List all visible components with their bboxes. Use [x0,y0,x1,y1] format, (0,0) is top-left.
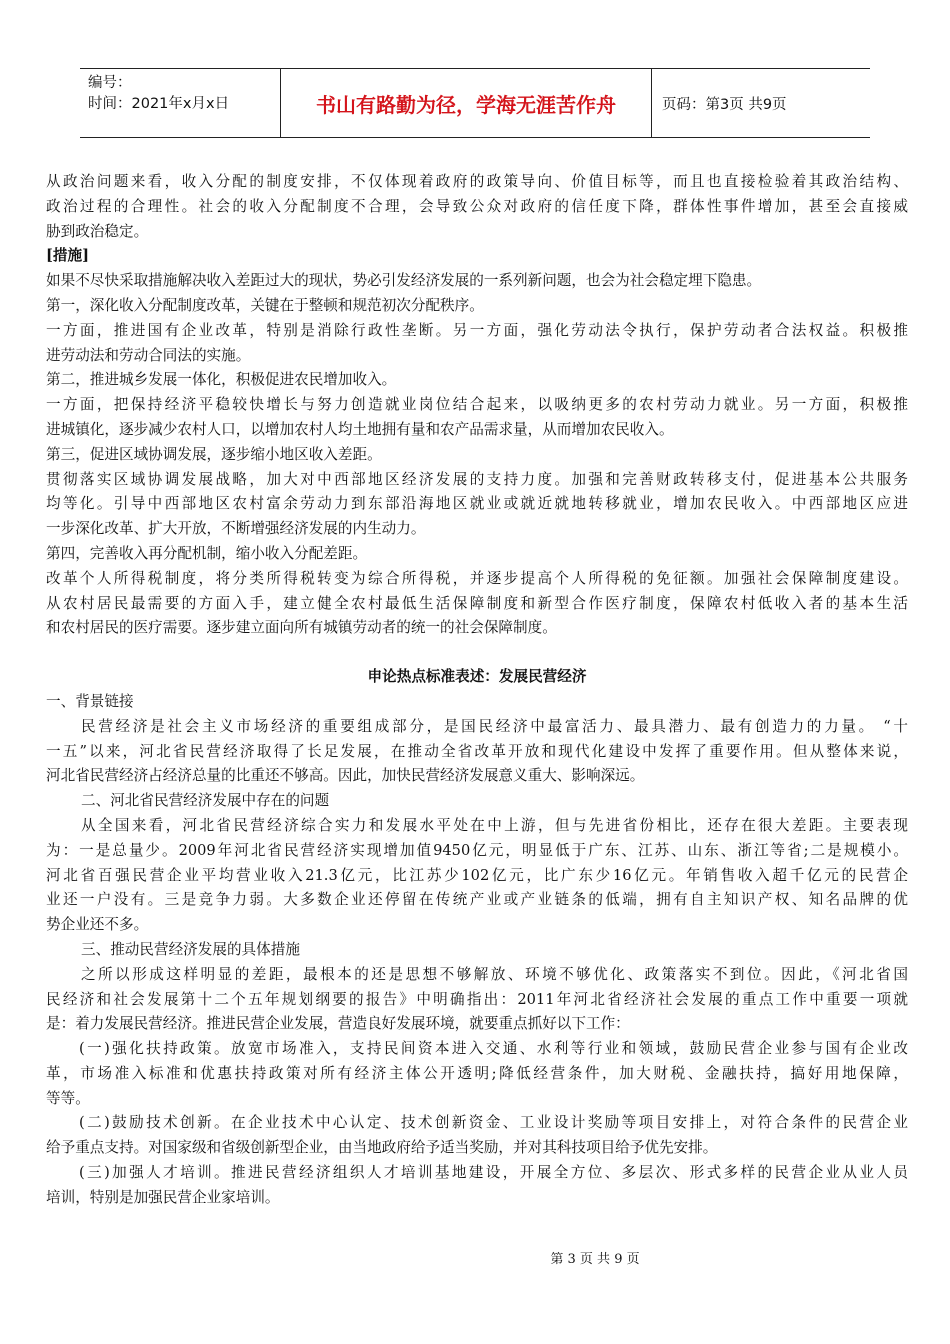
paragraph-line: 政治过程的合理性。社会的收入分配制度不合理，会导致公众对政府的信任度下降，群体性事件增加，甚至会直接威 [46,197,908,215]
paragraph-line: 之所以形成这样明显的差距，最根本的还是思想不够解放、环境不够优化、政策落实不到位。因此，《河北省国 [81,965,908,983]
paragraph-line: 势企业还不多。 [46,916,149,934]
section-title: 申论热点标准表述：发展民营经济 [367,668,587,686]
paragraph-line: 第一，深化收入分配制度改革，关键在于整顿和规范初次分配秩序。 [46,296,484,314]
paragraph-line: 给予重点支持。对国家级和省级创新型企业，由当地政府给予适当奖励，并对其科技项目给予优先安排。 [46,1139,718,1157]
paragraph-line: 一方面，把保持经济平稳较快增长与努力创造就业岗位结合起来，以吸纳更多的农村劳动力就业。另一方面，积极推 [46,396,908,414]
paragraph-line: 为：一是总量少。2009年河北省民营经济实现增加值9450亿元，明显低于广东、江苏、山东、浙江等省;二是规模小。 [46,841,908,859]
paragraph-line: 一方面，推进国有企业改革，特别是消除行政性垄断。另一方面，强化劳动法令执行，保护劳动者合法权益。积极推 [46,321,908,339]
document-body [46,170,908,1211]
paragraph-line: 民营经济是社会主义市场经济的重要组成部分，是国民经济中最富活力、最具潜力、最有创造力的力量。 “十 [81,717,908,735]
paragraph-line: 民经济和社会发展第十二个五年规划纲要的报告》中明确指出：2011年河北省经济社会发展的重点工作中重要一项就 [46,990,908,1008]
paragraph-line: 等等。 [46,1089,90,1107]
paragraph-line: 一步深化改革、扩大开放，不断增强经济发展的内生动力。 [46,520,426,538]
paragraph-line: (一)强化扶持政策。放宽市场准入，支持民间资本进入交通、水利等行业和领域，鼓励民营企业参与国有企业改 [79,1040,908,1058]
subheading-background: 一、背景链接 [46,692,134,710]
subheading-problems: 二、河北省民营经济发展中存在的问题 [81,792,330,810]
paragraph-line: 均等化。引导中西部地区农村富余劳动力到东部沿海地区就业或就近就地转移就业，增加农民收入。中西部地区应进 [46,495,908,513]
paragraph-line: 河北省百强民营企业平均营业收入21.3亿元，比江苏少102亿元，比广东少16亿元。年销售收入超千亿元的民营企 [46,866,908,884]
header-motto: 书山有路勤为径，学海无涯苦作舟 [280,69,652,137]
paragraph-line: 第三，促进区域协调发展，逐步缩小地区收入差距。 [46,445,382,463]
paragraph-line: 和农村居民的医疗需要。逐步建立面向所有城镇劳动者的统一的社会保障制度。 [46,619,557,637]
paragraph-line: 从全国来看，河北省民营经济综合实力和发展水平处在中上游，但与先进省份相比，还存在很大差距。主要表现 [81,816,908,834]
paragraph-line: 从政治问题来看，收入分配的制度安排，不仅体现着政府的政策导向、价值目标等，而且也直接检验着其政治结构、 [46,173,908,190]
paragraph-line: 从农村居民最需要的方面入手，建立健全农村最低生活保障制度和新型合作医疗制度，保障农村低收入者的基本生活 [46,594,908,612]
paragraph-line: 河北省民营经济占经济总量的比重还不够高。因此，加快民营经济发展意义重大、影响深远。 [46,767,645,785]
header-page-info: 页码：第3页 共9页 [662,96,787,113]
paragraph-line: 是：着力发展民营经济。推进民营企业发展，营造良好发展环境，就要重点抓好以下工作： [46,1015,630,1033]
page-header [80,68,870,138]
paragraph-line: 革，市场准入标准和优惠扶持政策对所有经济主体公开透明;降低经营条件，加大财税、金融扶持，搞好用地保障， [46,1064,908,1082]
paragraph-line: 如果不尽快采取措施解决收入差距过大的现状，势必引发经济发展的一系列新问题，也会为社会稳定埋下隐患。 [46,272,762,290]
paragraph-line: (二)鼓励技术创新。在企业技术中心认定、技术创新资金、工业设计奖励等项目安排上，对符合条件的民营企业 [79,1114,908,1132]
paragraph-line: 贯彻落实区域协调发展战略，加大对中西部地区经济发展的支持力度。加强和完善财政转移支付，促进基本公共服务 [46,470,908,488]
paragraph-line: 培训，特别是加强民营企业家培训。 [46,1188,280,1206]
subheading-measures: 三、推动民营经济发展的具体措施 [81,940,300,958]
paragraph-line: 业还一户没有。三是竞争力弱。大多数企业还停留在传统产业或产业链条的低端，拥有自主知识产权、知名品牌的优 [46,891,908,909]
page-footer [0,1248,950,1267]
document-date: 时间：2021年x月x日 [88,96,230,112]
paragraph-line: 胁到政治稳定。 [46,222,149,240]
paragraph-line: 改革个人所得税制度，将分类所得税转变为综合所得税，并逐步提高个人所得税的免征额。加强社会保障制度建设。 [46,569,908,587]
header-left-cell [80,69,280,137]
paragraph-line: 进劳动法和劳动合同法的实施。 [46,346,251,364]
paragraph-line: (三)加强人才培训。推进民营经济组织人才培训基地建设，开展全方位、多层次、形式多样的民营企业从业人员 [79,1164,908,1182]
paragraph-line: 第四，完善收入再分配机制，缩小收入分配差距。 [46,544,368,562]
footer-page-number: 第 3 页 共 9 页 [550,1252,640,1267]
paragraph-line: 一五”以来，河北省民营经济取得了长足发展，在推动全省改革开放和现代化建设中发挥了重要作用。但从整体来说， [46,742,908,760]
section-heading-measures: [措施] [46,247,89,265]
paragraph-line: 第二，推进城乡发展一体化，积极促进农民增加收入。 [46,371,397,389]
document-number-label: 编号： [88,75,132,91]
paragraph-line: 进城镇化，逐步减少农村人口，以增加农村人均土地拥有量和农产品需求量，从而增加农民收入。 [46,420,674,438]
